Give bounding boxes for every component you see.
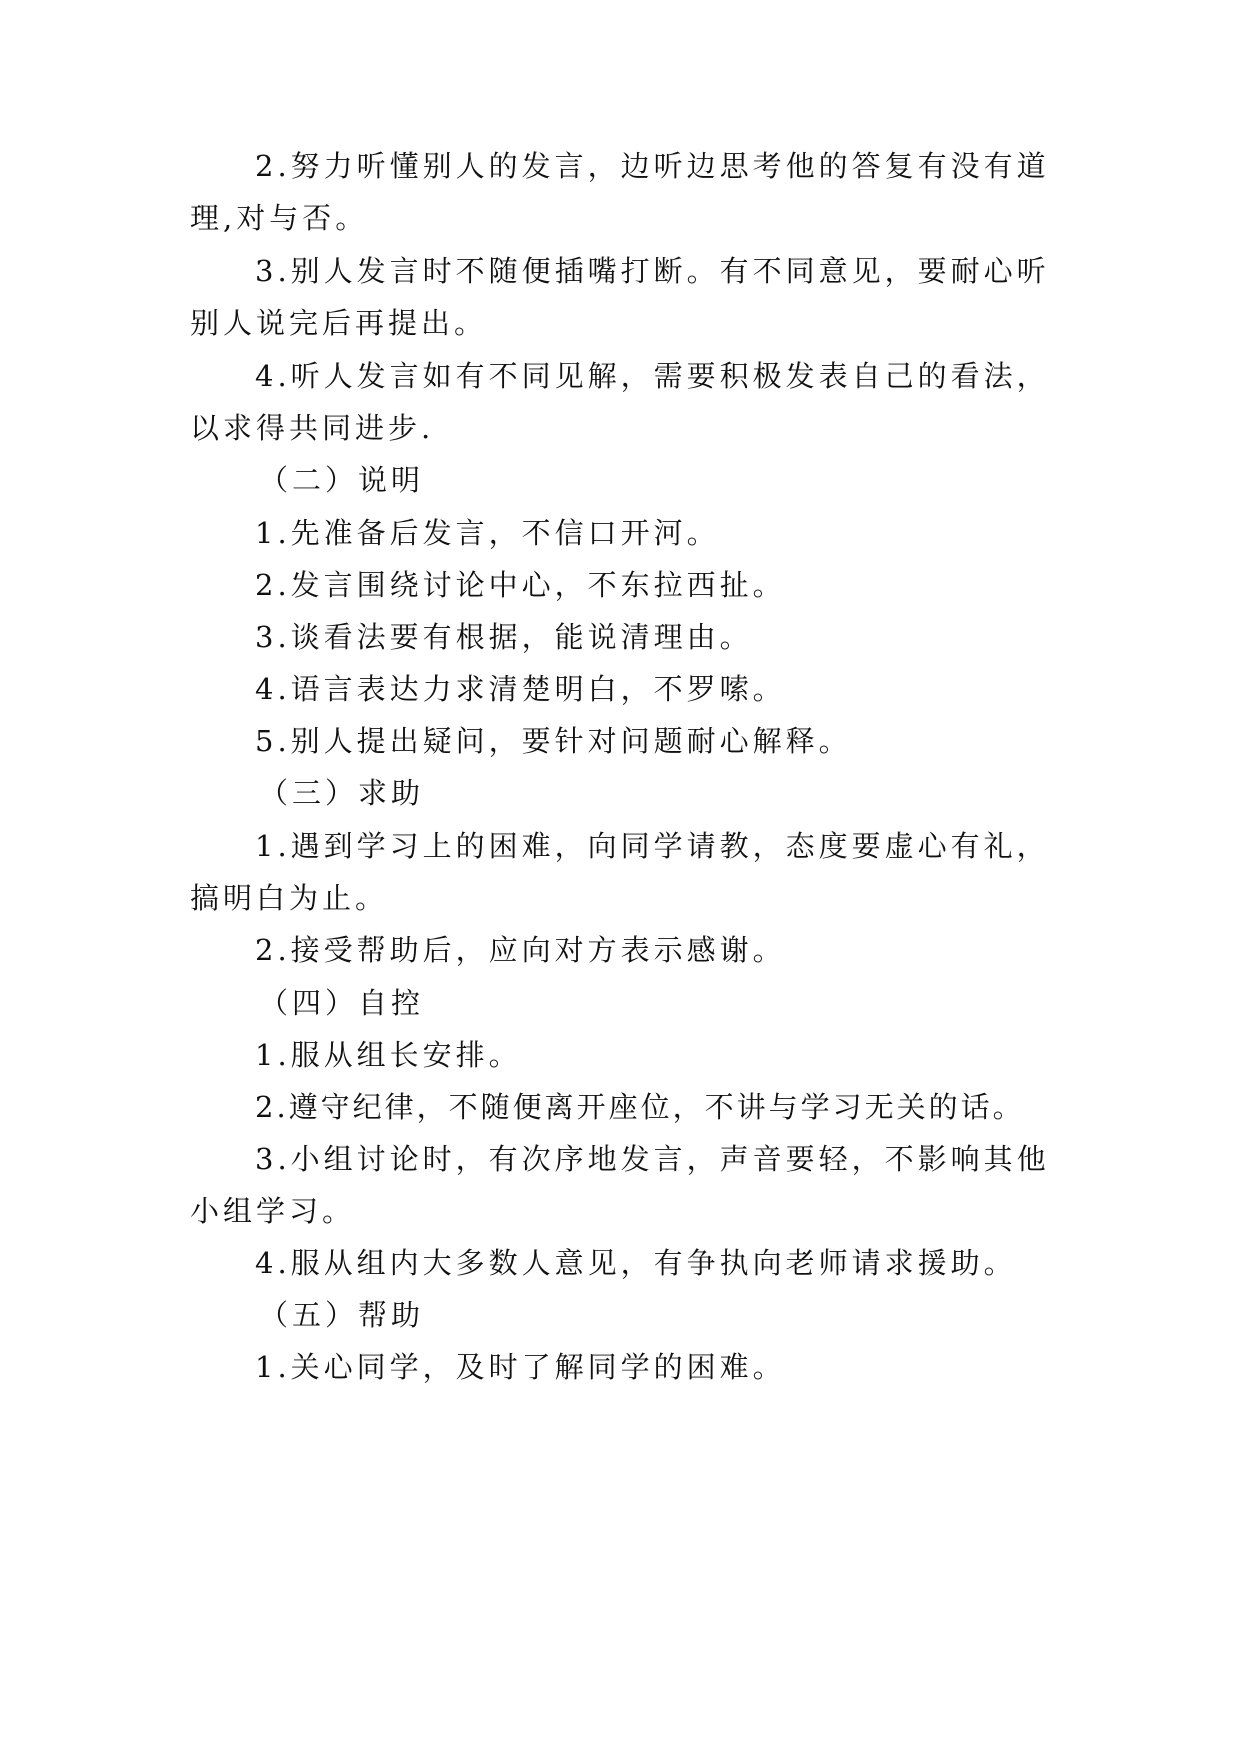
- text-line: 搞明白为止。: [190, 881, 389, 915]
- text-line: 2.接受帮助后，应向对方表示感谢。: [255, 933, 786, 967]
- text-line: 4.听人发言如有不同见解，需要积极发表自己的看法，: [255, 359, 1050, 393]
- text-line: 1.遇到学习上的困难，向同学请教，态度要虚心有礼，: [255, 829, 1050, 863]
- section-heading: （三）求助: [259, 776, 425, 810]
- section-heading: （二）说明: [259, 463, 425, 497]
- text-line: 1.先准备后发言，不信口开河。: [255, 516, 720, 550]
- section-heading: （四）自控: [259, 986, 425, 1020]
- text-line: 3.谈看法要有根据，能说清理由。: [255, 620, 753, 654]
- section-heading: （五）帮助: [259, 1298, 425, 1332]
- text-line: 5.别人提出疑问，要针对问题耐心解释。: [255, 724, 852, 758]
- text-line: 3.别人发言时不随便插嘴打断。有不同意见，要耐心听: [255, 254, 1050, 288]
- text-line: 2.遵守纪律，不随便离开座位，不讲与学习无关的话。: [255, 1090, 1025, 1124]
- text-line: 以求得共同进步.: [190, 411, 435, 445]
- text-line: 4.语言表达力求清楚明白，不罗嗦。: [255, 672, 786, 706]
- text-line: 3.小组讨论时，有次序地发言，声音要轻，不影响其他: [255, 1142, 1050, 1176]
- text-line: 2.努力听懂别人的发言，边听边思考他的答复有没有道: [255, 149, 1050, 183]
- text-line: 1.服从组长安排。: [255, 1038, 522, 1072]
- text-line: 4.服从组内大多数人意见，有争执向老师请求援助。: [255, 1246, 1017, 1280]
- text-line: 1.关心同学，及时了解同学的困难。: [255, 1350, 786, 1384]
- text-line: 理,对与否。: [190, 201, 369, 235]
- text-line: 2.发言围绕讨论中心，不东拉西扯。: [255, 568, 786, 602]
- text-line: 小组学习。: [190, 1194, 356, 1228]
- text-line: 别人说完后再提出。: [190, 306, 488, 340]
